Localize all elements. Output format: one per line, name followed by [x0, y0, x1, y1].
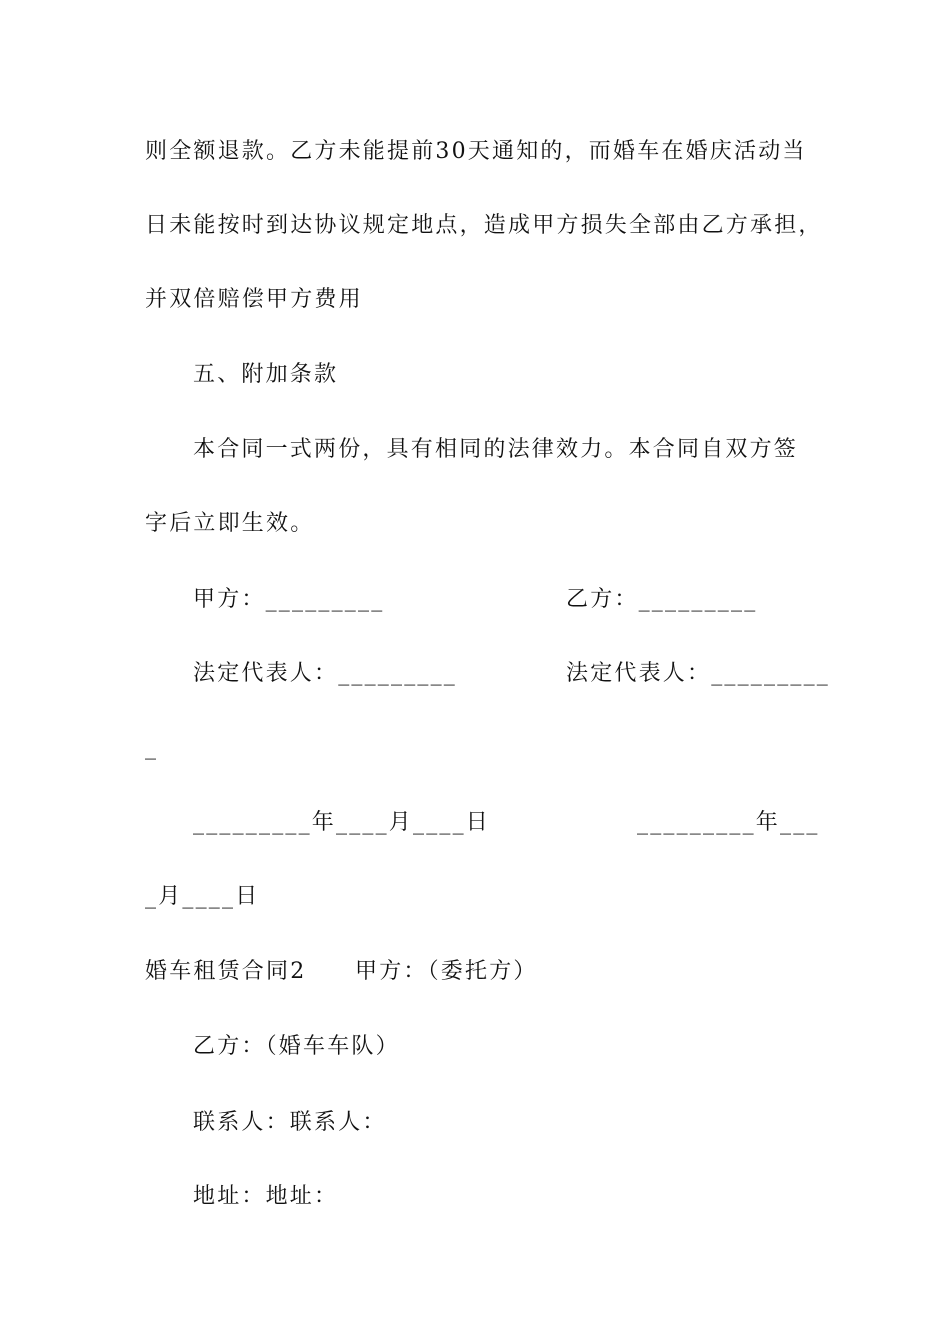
signature-rep-b-continued: _: [145, 735, 159, 760]
signature-date-b-continued: _月____日: [145, 884, 260, 909]
signature-party-a: 甲方：_________: [193, 587, 385, 612]
section-heading: 五、附加条款: [193, 362, 339, 387]
paragraph-line-2: 日未能按时到达协议规定地点，造成甲方损失全部由乙方承担，: [145, 213, 823, 238]
contract2-address: 地址：地址：: [193, 1184, 339, 1209]
signature-date-a: _________年____月____日: [193, 810, 491, 835]
signature-rep-b: 法定代表人：_________: [566, 661, 831, 686]
contract2-title: 婚车租赁合同2: [145, 959, 307, 984]
paragraph-line-5: 字后立即生效。: [145, 511, 315, 536]
signature-date-b: _________年___: [637, 810, 820, 835]
signature-rep-a: 法定代表人：_________: [193, 661, 458, 686]
paragraph-line-1: 则全额退款。乙方未能提前30天通知的，而婚车在婚庆活动当: [145, 139, 807, 164]
signature-party-b: 乙方：_________: [566, 587, 758, 612]
contract2-party-b: 乙方：（婚车车队）: [193, 1034, 400, 1059]
paragraph-line-3: 并双倍赔偿甲方费用: [145, 287, 363, 312]
paragraph-line-4: 本合同一式两份，具有相同的法律效力。本合同自双方签: [193, 437, 799, 462]
contract2-contact: 联系人：联系人：: [193, 1110, 387, 1135]
contract2-party-a: 甲方：（委托方）: [355, 959, 538, 984]
